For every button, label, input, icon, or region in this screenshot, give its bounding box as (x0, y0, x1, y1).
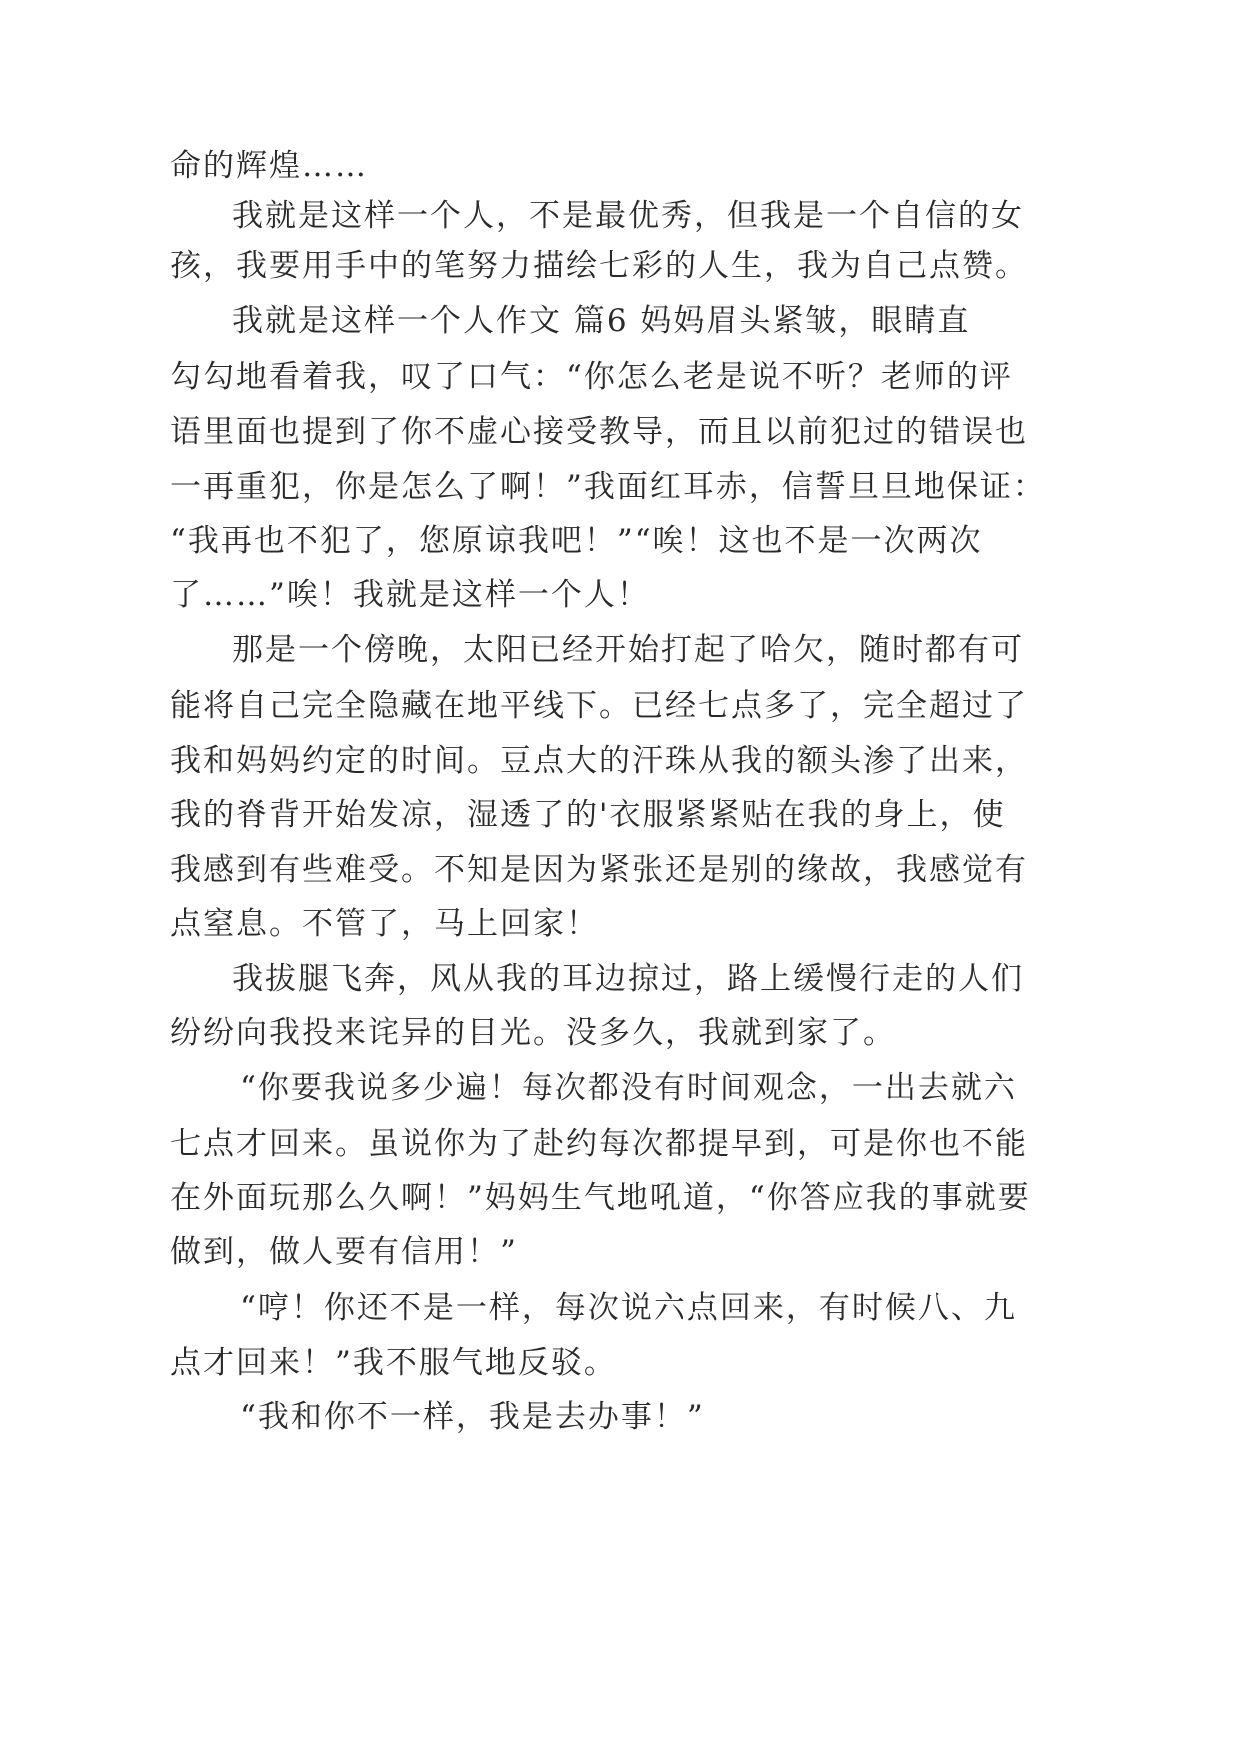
text-line: “哼！你还不是一样，每次说六点回来，有时候八、九 (240, 1290, 1017, 1326)
text-line: 点窒息。不管了，马上回家！ (170, 906, 599, 942)
text-line: “我和你不一样，我是去办事！” (240, 1399, 705, 1435)
text-line: 勾勾地看着我，叹了口气：“你怎么老是说不听？老师的评 (170, 359, 1013, 395)
section-heading-line: 我就是这样一个人作文 篇6 妈妈眉头紧皱，眼睛直 (232, 303, 971, 339)
text-line: 语里面也提到了你不虚心接受教导，而且以前犯过的错误也 (170, 414, 1028, 450)
text-line: 我感到有些难受。不知是因为紧张还是别的缘故，我感觉有 (170, 852, 1028, 888)
text-line: 能将自己完全隐藏在地平线下。已经七点多了，完全超过了 (170, 688, 1028, 724)
text-line: 点才回来！”我不服气地反驳。 (170, 1345, 617, 1381)
text-line: 我拔腿飞奔，风从我的耳边掠过，路上缓慢行走的人们 (232, 961, 1024, 997)
text-line: 做到，做人要有信用！” (170, 1234, 518, 1270)
text-line: 在外面玩那么久啊！”妈妈生气地吼道，“你答应我的事就要 (170, 1180, 1031, 1216)
text-line: 命的辉煌…… (170, 148, 368, 184)
text-line: 七点才回来。虽说你为了赴约每次都提早到，可是你也不能 (170, 1126, 1028, 1162)
text-line: 了……”唉！我就是这样一个人！ (170, 577, 650, 613)
text-line: 我就是这样一个人，不是最优秀，但我是一个自信的女 (232, 198, 1024, 234)
text-line: “你要我说多少遍！每次都没有时间观念，一出去就六 (240, 1070, 1017, 1106)
text-line: 一再重犯，你是怎么了啊！”我面红耳赤，信誓旦旦地保证： (170, 469, 1046, 505)
text-line: 孩，我要用手中的笔努力描绘七彩的人生，我为自己点赞。 (170, 248, 1028, 284)
text-line: 那是一个傍晚，太阳已经开始打起了哈欠，随时都有可 (232, 632, 1024, 668)
text-line: “我再也不犯了，您原谅我吧！”“唉！这也不是一次两次 (170, 523, 983, 559)
text-line: 我和妈妈约定的时间。豆点大的汗珠从我的额头渗了出来， (170, 743, 1028, 779)
text-line: 纷纷向我投来诧异的目光。没多久，我就到家了。 (170, 1015, 896, 1051)
text-line: 我的脊背开始发凉，湿透了的'衣服紧紧贴在我的身上，使 (170, 797, 1006, 833)
